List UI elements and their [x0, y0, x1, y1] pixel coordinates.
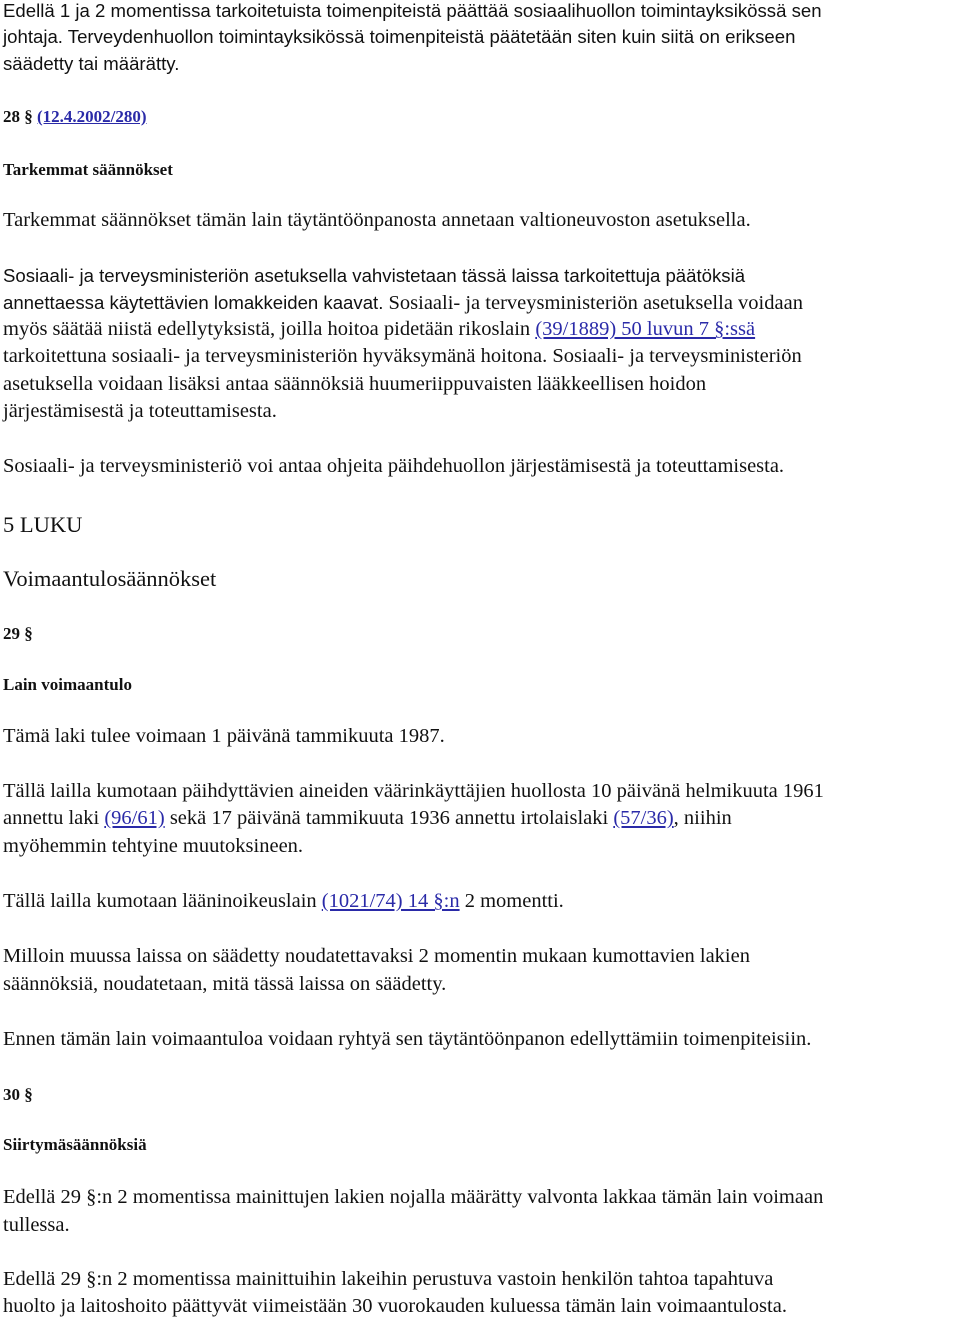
section-28-paragraph-2-line-4: [3, 345, 802, 368]
law-57-36-link[interactable]: (57/36): [613, 807, 674, 829]
section-28-paragraph-3: Sosiaali- ja terveysministeriö voi antaa ohjeita päihdehuollon järjestämisestä ja toteuttamisesta.: [3, 455, 785, 477]
intro-line-3: säädetty tai määrätty.: [3, 53, 180, 74]
text-run: , niihin: [673, 807, 732, 829]
section-28-title: Tarkemmat säännökset: [3, 160, 173, 179]
section-30-number: 30 §: [3, 1085, 33, 1104]
section-28-paragraph-2-line-5: asetuksella voidaan lisäksi antaa säännöksiä huumeriippuvaisten lääkkeellisen hoidon: [3, 373, 707, 395]
text-run: sekä 17 päivänä tammikuuta 1936 annettu irtolaislaki: [164, 807, 614, 829]
section-29-paragraph-2-line-2: [3, 807, 732, 830]
chapter-title: Voimaantulosäännökset: [3, 566, 217, 591]
penal-code-link[interactable]: (39/1889) 50 luvun 7 §:ssä: [535, 318, 756, 340]
section-28-paragraph-1: Tarkemmat säännökset tämän lain täytäntöönpanosta annetaan valtioneuvoston asetuksella.: [3, 209, 751, 231]
section-29-paragraph-4-line-1: Milloin muussa laissa on säädetty noudatettavaksi 2 momentin mukaan kumottavien lakien: [3, 945, 750, 967]
amendment-link[interactable]: (12.4.2002/280): [37, 107, 147, 126]
text-run: Sosiaali- ja terveysministeriön asetuksella voidaan: [383, 292, 803, 314]
section-number: 28 §: [3, 107, 33, 126]
text-run: myös säätää niistä edellytyksistä, joilla hoitoa pidetään rikoslain: [3, 318, 536, 340]
section-29-paragraph-5: Ennen tämän lain voimaantuloa voidaan ryhtyä sen täytäntöönpanon edellyttämiin toimenpiteisiin.: [3, 1028, 812, 1050]
section-28-heading: [3, 107, 147, 127]
section-29-title: Lain voimaantulo: [3, 675, 132, 694]
text-run: annettu laki: [3, 807, 105, 829]
text-run: Tällä lailla kumotaan lääninoikeuslain: [3, 890, 322, 912]
section-29-paragraph-2-line-3: myöhemmin tehtyine muutoksineen.: [3, 835, 304, 857]
section-30-paragraph-1-line-2: tullessa.: [3, 1214, 70, 1236]
section-30-paragraph-1-line-1: Edellä 29 §:n 2 momentissa mainittujen lakien nojalla määrätty valvonta lakkaa tämän lain voimaan: [3, 1186, 824, 1208]
section-29-paragraph-2-line-1: Tällä lailla kumotaan päihdyttävien aineiden väärinkäyttäjien huollosta 10 päivänä helmikuuta 1961: [3, 780, 824, 802]
section-28-paragraph-2-line-1: Sosiaali- ja terveysministeriön asetuksella vahvistetaan tässä laissa tarkoitettuja päätöksiä: [3, 265, 746, 286]
text-run: 2 momentti.: [459, 890, 564, 912]
text-run: tarkoitettuna sosiaali- ja terveysministeriön hyväksymänä hoitona.: [3, 345, 548, 367]
section-30-title: Siirtymäsäännöksiä: [3, 1135, 147, 1154]
section-30-paragraph-2-line-1: Edellä 29 §:n 2 momentissa mainittuihin lakeihin perustuva vastoin henkilön tahtoa tapahtuva: [3, 1268, 774, 1290]
section-29-paragraph-4-line-2: säännöksiä, noudatetaan, mitä tässä laissa on säädetty.: [3, 973, 447, 995]
intro-line-1: Edellä 1 ja 2 momentissa tarkoitetuista toimenpiteistä päättää sosiaalihuollon toimintayksikössä sen: [3, 0, 822, 21]
section-28-paragraph-2-line-6: järjestämisestä ja toteuttamisesta.: [3, 400, 277, 422]
law-96-61-link[interactable]: (96/61): [104, 807, 165, 829]
text-run: annettaessa käytettävien lomakkeiden kaavat.: [3, 292, 384, 313]
section-30-paragraph-2-line-2: huolto ja laitoshoito päättyvät viimeistään 30 vuorokauden kuluessa tämän lain voimaantulosta.: [3, 1295, 787, 1317]
section-29-paragraph-1: Tämä laki tulee voimaan 1 päivänä tammikuuta 1987.: [3, 725, 445, 747]
section-29-paragraph-3: [3, 890, 564, 913]
text-run: Sosiaali- ja terveysministeriön: [547, 345, 802, 367]
section-28-paragraph-2-line-2: [3, 292, 803, 315]
section-28-paragraph-2-line-3: [3, 318, 755, 341]
chapter-number: 5 LUKU: [3, 512, 83, 537]
law-1021-74-link[interactable]: (1021/74) 14 §:n: [321, 890, 460, 912]
intro-line-2: johtaja. Terveydenhuollon toimintayksikössä toimenpiteistä päätetään siten kuin siitä on erikseen: [3, 26, 796, 47]
section-29-number: 29 §: [3, 624, 33, 643]
